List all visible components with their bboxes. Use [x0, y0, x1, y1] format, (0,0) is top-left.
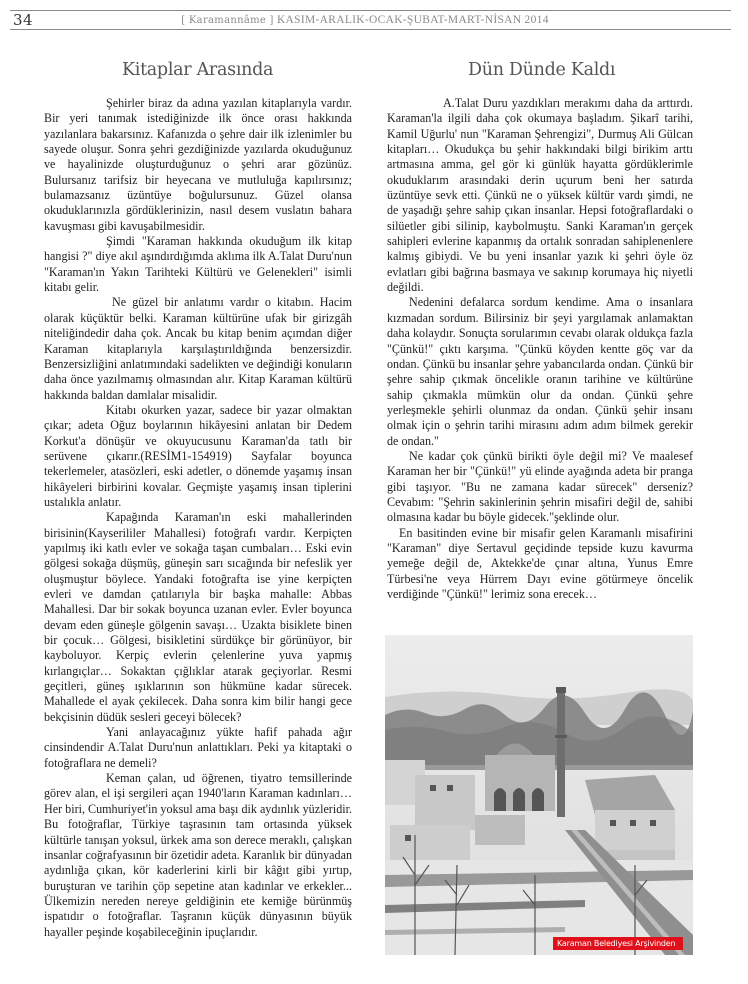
paragraph: Şimdi "Karaman hakkında okuduğum ilk kitap hangisi ?" diye akıl aşındırdığımda aklıma ilk A.Talat Duru'nun "Karaman'ın Yakın Tarihteki Kültürü ve Gelenekleri" isimli kitabı gelir.: [44, 234, 352, 295]
paragraph: En basitinden evine bir misafir gelen Karamanlı misafirini "Karaman" diye Sertavul geçidinde tepside kuzu kavurma yemeğe değil de, Aktekke'de çınar altına, Yunus Emre Türbesi'ne veya Hürrem Dayı evine götürmeye öncelik verdiğinde "Çünkü!" lerimiz sona erecek…: [387, 525, 693, 601]
paragraph: A.Talat Duru yazdıkları merakımı daha da arttırdı. Karaman'la ilgili daha çok okumaya başladım. Şikarî tarihi, Kamil Uğurlu' nun "Karaman Şehrengizi", Durmuş Ali Gülcan kitapları… Okudukça bu şehir hakkındaki bilgi birikim arttı artmasına amma, gel gör ki günlük hayatta gördüklerimle okuduklarım arasındaki derin uçurum beni her satırda üzüntüye sevk etti. Çünkü ne o yüksek kültür vardı şimdi, ne de yaşadığı şehre sahip çıkan insanlar. Hepsi fotoğraflardaki o silüetler gibi silinip, kaybolmuştu. Sanki Karaman'ın gerçek sahipleri evlerine kapanmış da ortalık sonradan sahiplenenlere kalmış gibiydi. Ve bu yeni insanlar yazık ki şehri öyle öz evlatları gibi bağrına basmaya ve sakınıp korumaya hiç niyetli değildi.: [387, 96, 693, 295]
archival-photo: [385, 635, 693, 955]
page-number: 34: [13, 11, 34, 29]
paragraph: Nedenini defalarca sordum kendime. Ama o insanlara kızmadan sordum. Bilirsiniz bir şeyi yargılamak anlamaktan daha kolaydır. Sonuçta sorularımın cevabı olarak oldukça fazla "Çünkü!" çıktı karşıma. "Çünkü köyden kentte göç var da ondan. Çünkü bu insanlar şehre yabancılarda ondan. Çünkü bir şehre sahip çıkmak öncelikle oranın tarihine ve kültürüne sahip çıkmakla mümkün olur da ondan. Çünkü şehre yerleşmekle şehirli olunmaz da ondan. Çünkü şehir insanı olmak için o şehrin tarihi mirasını adım adım bilmek gerekir de ondan.": [387, 295, 693, 448]
magazine-name: [ Karamannâme ]: [181, 15, 274, 26]
photo-caption: Karaman Belediyesi Arşivinden: [553, 937, 683, 950]
right-article-title: Dün Dünde Kaldı: [468, 60, 616, 80]
header-top-rule: [10, 10, 731, 11]
header-bottom-rule: [10, 29, 731, 30]
left-article-body: [44, 96, 352, 940]
town-photo-illustration: [385, 635, 693, 955]
paragraph: Keman çalan, ud öğrenen, tiyatro temsillerinde görev alan, el işi sergileri açan 1940'ların Karaman kadınları… Her biri, Cumhuriyet'in yoksul ama başı dik aydınlık yüzleridir. Bu fotoğraflar, Türkiye taşrasının tam ortasında yüksek kültürle tanışan yoksul, ürkek ama son derece meraklı, çalışkan insanlar coğrafyasının bir özetidir adeta. Karanlık bir dünyadan aydınlığa çıkan, kör kaderlerini kirli bir kâğıt gibi yırtıp, buruşturan ve tarihin çöp sepetine atan kadınlar ve erkekler... Ülkemizin nereden nereye geldiğinin ete kemiğe bürünmüş ispatıdır o fotoğraflar. Taşranın küçük dünyasının büyük hayaller peşinde koşabileceğinin ipuçlarıdır.: [44, 771, 352, 939]
paragraph: Ne kadar çok çünkü birikti öyle değil mi? Ve maalesef Karaman her bir "Çünkü!" yü elinde ayağında adeta bir pranga gibi taşıyor. "Bu ne zamana kadar sürecek" derseniz? Cevabım: "Şehrin sakinlerinin şehrin misafiri değil de, sahibi olmasına kadar bu böyle gidecek."şeklinde olur.: [387, 448, 693, 525]
issue-dates: KASIM-ARALIK-OCAK-ŞUBAT-MART-NİSAN 2014: [276, 14, 549, 26]
paragraph: Yani anlayacağınız yükte hafif pahada ağır cinsindendir A.Talat Duru'nun anlattıkları. Peki ya kitaptaki o fotoğraflara ne demeli?: [44, 725, 352, 770]
left-article-title: Kitaplar Arasında: [122, 60, 274, 80]
paragraph: Kapağında Karaman'ın eski mahallerinden birisinin(Kayserililer Mahallesi) fotoğrafı vardır. Kerpiçten yapılmış iki katlı evler ve sokağa taşan cumbaları… Eski evin gölgesi sokağa düşmüş, güneşin sarı sıcağında bir nefeslik yer oluşmuştur böylece. Yandaki fotoğrafta ise yine kerpiçten evleri ve damdan çatılarıyla bir başka mahalle: Abbas Mahallesi. Dar bir sokak boyunca uzanan evler. Evler boyunca devam eden güneşle gölgenin savaşı… Uzakta bisiklete binen bir çocuk… Gölgesi, bisikletini sürdükçe bir görünüyor, bir kayboluyor. Kerpiç evlerin çelenlerine yuva yapmış kırlangıçlar… Sokaktan çığlıklar atarak geçiyorlar. Resmi geçitleri, güneş ışıklarının son hükmüne kadar sürecek. Mahallede el ayak çekilecek. Daha sonra kim bilir hangi gece bekçisinin düdük sesleri geceyi bölecek?: [44, 510, 352, 724]
right-article-body: [387, 96, 693, 602]
paragraph: Ne güzel bir anlatımı vardır o kitabın. Hacim olarak küçüktür belki. Karaman kültürüne ufak bir girizgâh niteliğindedir daha çok. Ancak bu kitap benim açımdan diğer Karaman kitaplarıyla karşılaştırıldığında benzersizdir. Benzersizliğini anlatımındaki sadelikten ve değindiği konuların daha önce yazılmamış olmasından alır. Kitap Karaman kültürü hakkında baldan damlalar misalidir.: [44, 295, 352, 402]
running-head: [135, 14, 595, 26]
paragraph: Kitabı okurken yazar, sadece bir yazar olmaktan çıkar; adeta Oğuz boylarının hikâyesini anlatan bir Dedem Korkut'a dönüşür ve okuyucusunu Karaman'da tatlı bir serüvene çıkarır.(RESİM1-154919) Sayfalar boyunca tekerlemeler, atasözleri, eski adetler, o dönemde yaşamış insan hikâyeleri birbirini kovalar. Geçmişte yaşamış insan tiplerini ustalıkla anlatır.: [44, 402, 352, 509]
paragraph: Şehirler biraz da adına yazılan kitaplarıyla vardır. Bir yeri tanımak istediğinizde ilk önce orası hakkında yazılanlara bakarsınız. Kafanızda o şehre dair ilk izlenimler bu sayede oluşur. Sonra şehri gezdiğinizde yazılarda okuduğunuz ve hayalinizde oluşturduğunuz o şehri arar gözünüz. Bulursanız tarifsiz bir heyecana ve mutluluğa kapılırsınız; bulamazsanız üzüntüye boğulursunuz. Güzel olansa okuduklarınızla gördüklerinizin, nasıl desem vuslatın bahara kavuşması gibi kavuşabilmesidir.: [44, 96, 352, 233]
